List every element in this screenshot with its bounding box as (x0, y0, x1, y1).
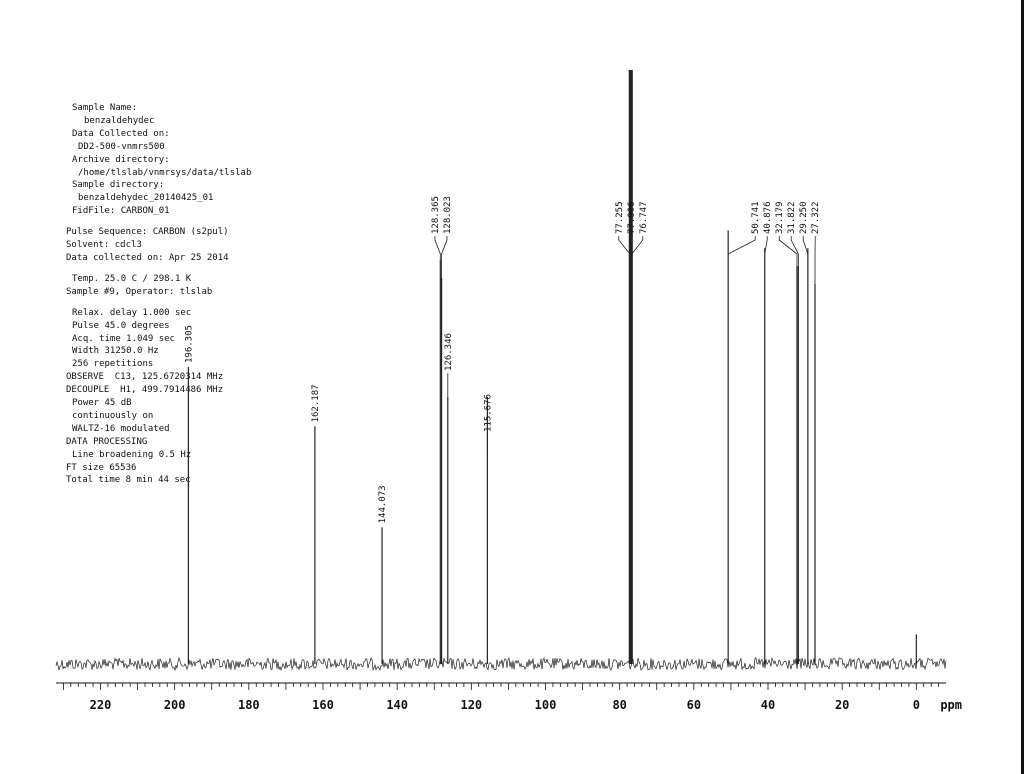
ppm-axis (56, 683, 962, 712)
x-tick-label: 20 (834, 698, 850, 712)
label-leader (779, 236, 797, 266)
parameter-line: FT size 65536 (66, 462, 137, 473)
parameter-line: benzaldehydec_20140425_01 (78, 193, 214, 204)
x-axis-unit-label: ppm (940, 698, 963, 712)
label-leader (765, 236, 767, 254)
parameter-line: WALTZ-16 modulated (72, 423, 170, 434)
parameter-line: Relax. delay 1.000 sec (72, 307, 192, 318)
parameter-line: FidFile: CARBON_01 (72, 206, 170, 217)
peak-label: 77.006 (626, 201, 637, 234)
peak-label: 31.822 (787, 201, 798, 234)
parameter-line: Sample directory: (72, 180, 165, 191)
parameter-line: DECOUPLE H1, 499.7914486 MHz (66, 385, 224, 396)
parameter-line: Power 45 dB (72, 398, 132, 409)
peak-label: 162.187 (310, 384, 321, 423)
parameter-line: continuously on (72, 410, 154, 421)
parameter-line: 256 repetitions (72, 359, 154, 370)
parameter-line: OBSERVE C13, 125.6720314 MHz (66, 372, 224, 383)
peak-label: 29.250 (799, 201, 810, 234)
peak-label: 115.676 (483, 394, 494, 432)
peak-label: 50.741 (751, 201, 762, 234)
peak-label: 76.747 (638, 201, 649, 234)
parameter-line: DATA PROCESSING (66, 436, 148, 447)
parameter-line: Solvent: cdcl3 (66, 240, 142, 251)
spectrum-peaks (188, 70, 916, 664)
x-tick-label: 220 (89, 698, 112, 712)
label-leader (442, 236, 447, 278)
label-leader (619, 236, 630, 254)
peak-label: 196.305 (184, 325, 195, 363)
peak-label: 128.023 (442, 196, 453, 234)
parameter-line: benzaldehydec (84, 115, 155, 126)
baseline-noise (56, 658, 946, 670)
peak-label: 32.179 (775, 201, 786, 234)
x-tick-label: 180 (237, 698, 260, 712)
peak-labels (184, 196, 821, 523)
parameter-line: Sample Name: (72, 103, 138, 113)
parameter-line: Sample #9, Operator: tlslab (66, 286, 213, 297)
peak-label: 144.073 (378, 485, 389, 524)
parameter-line: Line broadening 0.5 Hz (72, 449, 192, 460)
parameter-line: Temp. 25.0 C / 298.1 K (72, 273, 192, 284)
x-tick-label: 160 (312, 698, 334, 712)
peak-label: 128.365 (430, 196, 441, 234)
x-tick-label: 200 (163, 698, 186, 712)
parameter-line: Pulse 45.0 degrees (72, 320, 170, 331)
label-leader (728, 236, 755, 254)
parameter-line: Data collected on: Apr 25 2014 (66, 252, 229, 263)
parameter-line: Acq. time 1.049 sec (72, 333, 175, 344)
label-leader (803, 236, 808, 254)
peak-label: 40.876 (763, 201, 774, 234)
label-leader (632, 236, 643, 254)
peak-label: 77.255 (614, 201, 625, 234)
parameter-line: Width 31250.0 Hz (72, 346, 159, 357)
parameter-line: Total time 8 min 44 sec (66, 475, 191, 486)
parameter-line: DD2-500-vnmrs500 (78, 141, 165, 152)
x-tick-label: 60 (686, 698, 702, 712)
x-tick-label: 100 (534, 698, 557, 712)
x-tick-label: 120 (460, 698, 483, 712)
parameter-line: Archive directory: (72, 154, 170, 165)
label-leader (435, 236, 440, 260)
peak-label: 27.322 (811, 201, 822, 234)
x-tick-label: 140 (386, 698, 409, 712)
x-tick-label: 40 (760, 698, 776, 712)
parameter-line: Pulse Sequence: CARBON (s2pul) (66, 227, 229, 238)
noise-trace (56, 658, 946, 670)
x-tick-label: 0 (912, 698, 920, 712)
peak-label: 126.346 (443, 333, 454, 371)
x-tick-label: 80 (612, 698, 627, 712)
parameter-line: Data Collected on: (72, 128, 170, 139)
parameter-line: /home/tlslab/vnmrsys/data/tlslab (78, 167, 252, 178)
